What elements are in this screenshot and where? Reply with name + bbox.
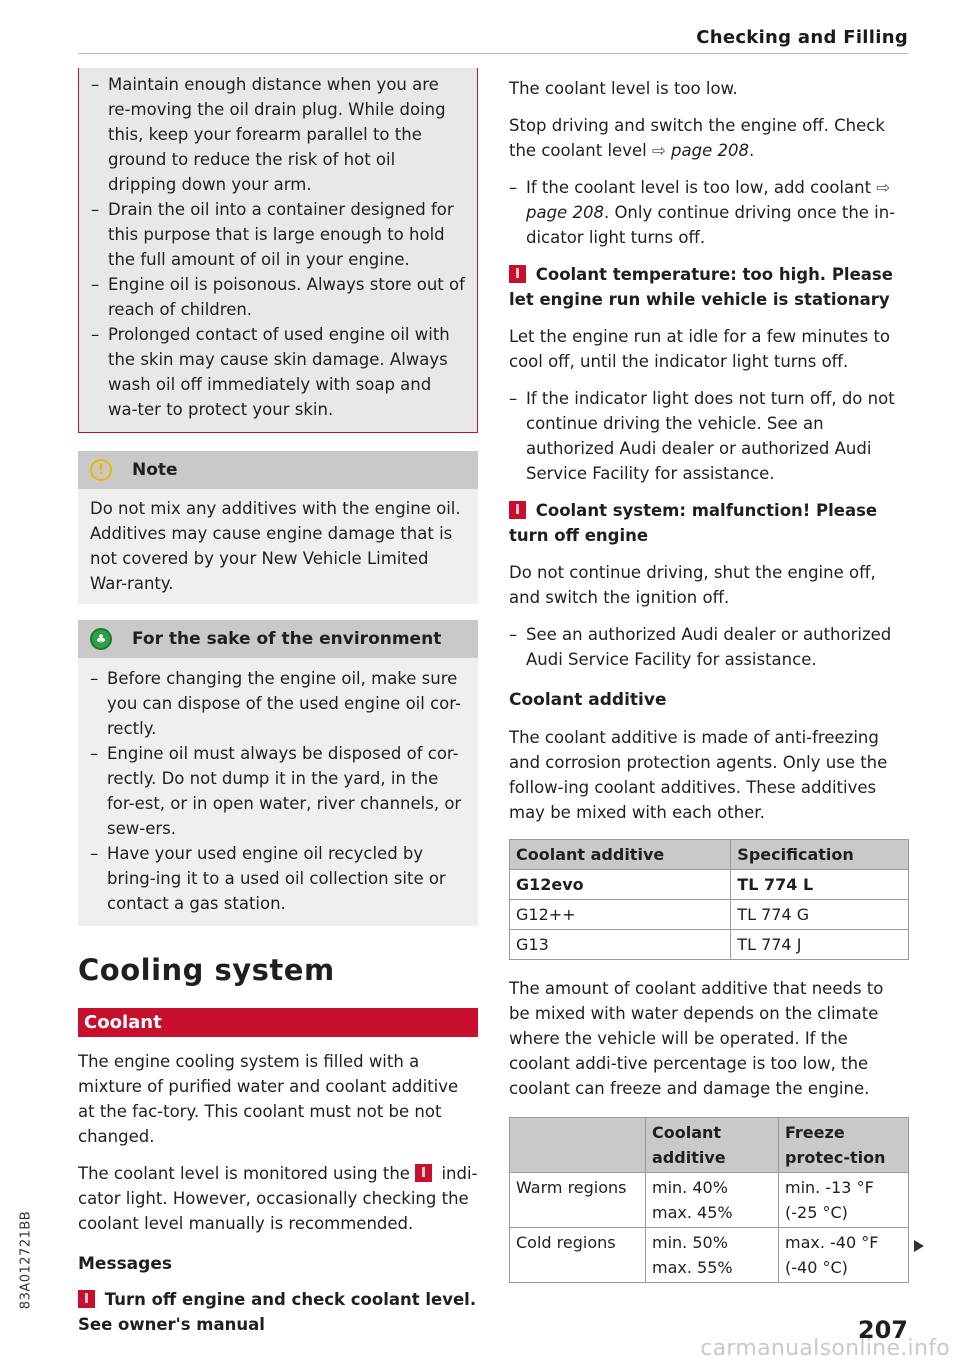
environment-item: – Before changing the engine oil, make sure you can dispose of the used engine oil cor-rectly. [90, 666, 466, 741]
page-reference[interactable]: page 208 [671, 141, 749, 160]
environment-box [78, 620, 478, 926]
note-text: Do not mix any additives with the engine oil. Additives may cause engine damage that is not covered by your New Vehicle Limited War-ranty. [90, 499, 461, 593]
messages-heading: Messages [78, 1254, 172, 1274]
table-row: G12++ TL 774 G [510, 900, 909, 930]
environment-item: – Engine oil must always be disposed of cor-rectly. Do not dump it in the yard, in the for-est, or in open water, river channels, or sew-ers. [90, 741, 466, 841]
paragraph: The coolant additive is made of anti-freezing and corrosion protection agents. Only use the follow-ing coolant additives. These additives may be mixed with each other. [509, 728, 888, 822]
additive-heading: Coolant additive [509, 690, 667, 710]
bullet-list [509, 386, 909, 486]
note-header [78, 451, 478, 489]
table-row: Warm regions min. 40% max. 45% min. -13 °F (-25 °C) [510, 1173, 909, 1228]
paragraph: The coolant level is too low. [509, 79, 738, 98]
warning-item: – Prolonged contact of used engine oil with the skin may cause skin damage. Always wash oil off immediately with soap and wa-ter to protect your skin. [91, 322, 465, 422]
table-header: Specification [731, 840, 909, 870]
subsection-bar: Coolant [78, 1008, 478, 1037]
environment-list [90, 666, 466, 916]
monitor-paragraph: The coolant level is monitored using the indi-cator light. However, occasionally checking the coolant level manually is recommended. [78, 1164, 478, 1233]
warning-list [91, 72, 465, 422]
coolant-warning-icon [509, 265, 526, 283]
table-header: Freeze protec-tion [779, 1118, 909, 1173]
environment-title: For the sake of the environment [132, 628, 442, 649]
table-header [510, 1118, 646, 1173]
bullet-list [509, 622, 909, 672]
document-code: 83A012721BB [18, 1210, 34, 1310]
warning-box [78, 68, 478, 433]
bullet-item: – See an authorized Audi dealer or authorized Audi Service Facility for assistance. [509, 622, 909, 672]
intro-paragraph: The engine cooling system is filled with a mixture of purified water and coolant additive at the fac-tory. This coolant must not be not changed. [78, 1052, 459, 1146]
freeze-table [509, 1117, 909, 1283]
warning-item: – Maintain enough distance when you are re-moving the oil drain plug. While doing this, keep your forearm parallel to the ground to reduce the risk of hot oil dripping down your arm. [91, 72, 465, 197]
environment-icon: ♣ [90, 628, 112, 650]
right-column [509, 76, 909, 1283]
note-title: Note [132, 459, 178, 480]
additive-table [509, 839, 909, 960]
table-row: G12evo TL 774 L [510, 870, 909, 900]
bullet-item: – If the indicator light does not turn off, do not continue driving the vehicle. See an authorized Audi dealer or authorized Audi Service Facility for assistance. [509, 386, 909, 486]
message-2: Coolant temperature: too high. Please let engine run while vehicle is stationary [509, 265, 893, 309]
environment-header [78, 620, 478, 658]
note-icon: ! [90, 459, 112, 481]
left-column [78, 72, 478, 1337]
paragraph: The amount of coolant additive that needs to be mixed with water depends on the climate where the vehicle will be operated. If the coolant addi-tive percentage is too low, the coolant can freeze and damage the engine. [509, 979, 884, 1098]
note-box [78, 451, 478, 604]
warning-item: – Engine oil is poisonous. Always store out of reach of children. [91, 272, 465, 322]
table-row: G13 TL 774 J [510, 930, 909, 960]
header-title: Checking and Filling [696, 27, 908, 48]
page-number: 207 [857, 1316, 908, 1344]
arrow-right-icon: ⇨ [876, 178, 891, 197]
coolant-warning-icon [78, 1290, 95, 1308]
page-reference[interactable]: page 208 [526, 203, 604, 222]
table-row: Cold regions min. 50% max. 55% max. -40 °F (-40 °C) [510, 1228, 909, 1283]
table-header: Coolant additive [646, 1118, 779, 1173]
coolant-warning-icon [415, 1164, 432, 1182]
paragraph: Do not continue driving, shut the engine off, and switch the ignition off. [509, 563, 876, 607]
continue-arrow-icon [914, 1240, 924, 1252]
message-3: Coolant system: malfunction! Please turn off engine [509, 501, 878, 545]
watermark: carmanualsonline.info [700, 1336, 950, 1361]
paragraph: Stop driving and switch the engine off. Check the coolant level ⇨ page 208. [509, 116, 885, 160]
table-header: Coolant additive [510, 840, 731, 870]
paragraph: Let the engine run at idle for a few minutes to cool off, until the indicator light turns off. [509, 327, 891, 371]
bullet-list [509, 175, 909, 250]
arrow-right-icon: ⇨ [651, 141, 666, 160]
message-1: Turn off engine and check coolant level. See owner's manual [78, 1290, 477, 1334]
bullet-item: – If the coolant level is too low, add coolant ⇨ page 208. Only continue driving once the in-dicator light turns off. [509, 175, 909, 250]
section-heading: Cooling system [78, 953, 335, 987]
page-header [78, 26, 908, 54]
environment-item: – Have your used engine oil recycled by bring-ing it to a used oil collection site or contact a gas station. [90, 841, 466, 916]
coolant-warning-icon [509, 501, 526, 519]
warning-item: – Drain the oil into a container designed for this purpose that is large enough to hold the full amount of oil in your engine. [91, 197, 465, 272]
